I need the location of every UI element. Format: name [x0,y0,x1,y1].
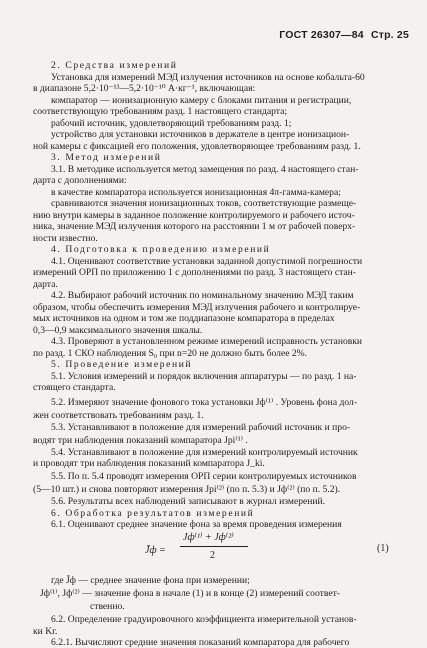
text-line-l38: 5.6. Результаты всех наблюдений записывают в журнал измерений. [51,496,326,507]
text-line-l36: 5.5. По п. 5.4 проводят измерения ОРП серии контролируемых источников [51,471,357,482]
page-number: Стр. 25 [370,29,409,41]
text-line-l37: (5—10 шт.) и снова повторяют измерения Jpi⁽²⁾ (по п. 5.3) и Jф⁽²⁾ (по п. 5.2). [33,484,341,495]
text-line-l14: нию внутри камеры в заданное положение контролируемого и рабочего источ- [33,210,355,221]
text-line-l33: водят три наблюдения показаний компаратора Jpi⁽¹⁾ . [33,435,248,446]
text-line-l46: 6.2.1. Вычисляют средние значения показаний компаратора для рабочего [51,637,350,648]
formula-1-fraction-bar [180,546,248,547]
text-line-l10: 3.1. В методике используется метод замещения по разд. 4 настоящего стан- [51,164,359,175]
text-line-l20: дарта. [33,279,58,290]
text-line-l06: рабочий источник, удовлетворяющий требованиям разд. 1; [51,118,292,129]
text-line-l40: 6.1. Оценивают среднее значение фона за время проведения измерения [51,519,342,530]
text-line-l34: 5.4. Устанавливают в положение для измерений контролируемый источник [51,447,358,458]
text-line-l25: 4.3. Проверяют в установленном режиме измерений исправность установки [51,336,363,347]
page-header [275,29,409,41]
text-line-l28: 5.1. Условия измерений и порядок включения аппаратуры — по разд. 1 на- [51,371,357,382]
text-line-l12: в качестве компаратора используется ионизационная 4π-гамма-камера; [51,187,341,198]
formula-1-denominator: 2 [210,550,215,561]
text-line-l02: Установка для измерений МЭД излучения источников на основе кобальта-60 [51,72,365,83]
text-line-l27: 5. Проведение измерений [51,359,193,370]
text-line-l26: по разд. 1 СКО наблюдения S₀ при n=20 не должно быть более 2%. [33,348,308,359]
text-line-l18: 4.1. Оценивают соответствие установки заданной допустимой погрешности [51,256,363,267]
text-line-l08: ной камеры с фиксацией его положения, удовлетворяющее требованиям разд. 1. [33,141,361,152]
formula-1-lhs: J̄ф = [145,545,166,556]
text-line-l39: 6. Обработка результатов измерений [51,508,255,519]
text-line-l30: 5.2. Измеряют значение фонового тока установки Jф⁽¹⁾ . Уровень фона дол- [51,397,358,408]
text-line-l04: компаратор — ионизационную камеру с блоками питания и регистрации, [51,95,352,106]
text-line-l11: дарта с дополнениями: [33,175,127,186]
text-line-l09: 3. Метод измерений [51,152,162,163]
text-line-l45: ки Kг. [33,626,58,637]
text-line-l16: ности известно. [33,233,98,244]
text-line-l05: соответствующую требованиям разд. 1 настоящего стандарта; [33,106,288,117]
text-line-l01: 2. Средства измерений [51,60,178,71]
text-line-l32: 5.3. Устанавливают в положение для измерений рабочий источник и про- [51,422,351,433]
text-line-l23: мых источников на одном и том же поддиапазоне компаратора в пределах [33,313,335,324]
text-line-l41: где J̄ф — среднее значение фона при измерении; [51,575,250,586]
standard-number: ГОСТ 26307—84 [279,29,364,41]
text-line-l21: 4.2. Выбирают рабочий источник по номинальному значению МЭД таким [51,290,354,301]
text-line-l24: 0,3—0,9 максимального значения шкалы. [33,325,203,336]
text-line-l44: 6.2. Определение градуировочного коэффициента измерительной установ- [51,614,357,625]
text-line-l15: ника, значение МЭД излучения которого на расстоянии 1 м от рабочей поверх- [33,221,356,232]
text-line-l22: образом, чтобы обеспечить измерения МЭД излучения рабочего и контролируе- [33,302,361,313]
formula-1-number: (1) [377,543,389,554]
text-line-l03: в диапазоне 5,2·10⁻¹³—5,2·10⁻¹⁰ A·кг⁻¹, включающая: [33,83,256,94]
text-line-l17: 4. Подготовка к проведению измерений [51,244,271,255]
text-line-l29: стоящего стандарта. [33,382,116,393]
text-line-l31: жен соответствовать требованиям разд. 1. [33,410,204,421]
text-line-l42: Jф⁽¹⁾, Jф⁽²⁾ — значение фона в начале (1) и в конце (2) измерений соответ- [40,588,340,599]
formula-1-numerator: Jф⁽¹⁾ + Jф⁽²⁾ [183,532,234,543]
text-line-l19: измерений ОРП по приложению 1 с дополнениями по разд. 3 настоящего стан- [33,267,357,278]
text-line-l43: ственно. [90,601,125,612]
text-line-l07: устройство для установки источников в держателе в центре ионизацион- [51,129,350,140]
text-line-l35: и проводят три наблюдения показаний компаратора J_ki. [33,458,265,469]
text-line-l13: сравниваются значения ионизационных токов, соответствующие размеще- [51,198,357,209]
